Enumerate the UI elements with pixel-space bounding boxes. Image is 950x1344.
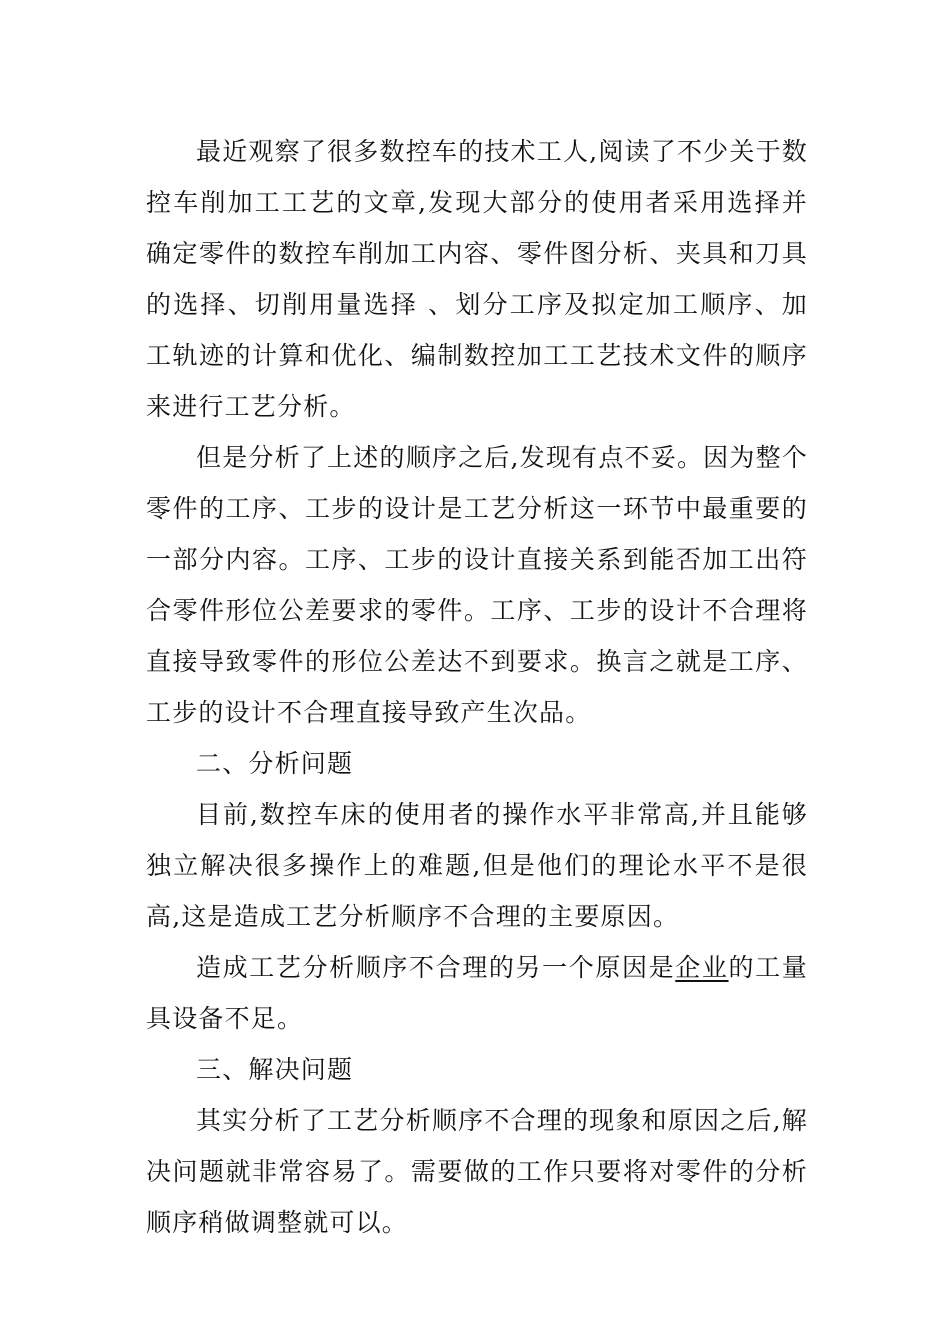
paragraph-solution: 其实分析了工艺分析顺序不合理的现象和原因之后,解决问题就非常容易了。需要做的工作只要将对零件的分析顺序稍做调整就可以。	[146, 1106, 808, 1237]
paragraph-observation: 最近观察了很多数控车的技术工人,阅读了不少关于数控车削加工工艺的文章,发现大部分的使用者采用选择并确定零件的数控车削加工内容、零件图分析、夹具和刀具的选择、切削用量选择 、划分工序及拟定加工顺序、加工轨迹的计算和优化、编制数控加工工艺技术文件的顺序来进行工艺分析。	[146, 137, 808, 421]
section-heading-analysis: 二、分析问题	[196, 749, 354, 778]
section-heading-solution: 三、解决问题	[196, 1055, 354, 1084]
paragraph-cause-two	[146, 942, 808, 1044]
paragraph-cause-two-text-before: 造成工艺分析顺序不合理的另一个原因是	[196, 953, 676, 982]
paragraph-cause-one: 目前,数控车床的使用者的操作水平非常高,并且能够独立解决很多操作上的难题,但是他们的理论水平不是很高,这是造成工艺分析顺序不合理的主要原因。	[146, 800, 808, 931]
enterprise-link[interactable]: 企业	[675, 953, 729, 982]
paragraph-cause-two-text-after: 的工量具设备不足。	[146, 953, 808, 1033]
paragraph-problem: 但是分析了上述的顺序之后,发现有点不妥。因为整个零件的工序、工步的设计是工艺分析这一环节中最重要的一部分内容。工序、工步的设计直接关系到能否加工出符合零件形位公差要求的零件。工序、工步的设计不合理将直接导致零件的形位公差达不到要求。换言之就是工序、工步的设计不合理直接导致产生次品。	[146, 443, 808, 727]
document-body	[146, 126, 808, 1248]
